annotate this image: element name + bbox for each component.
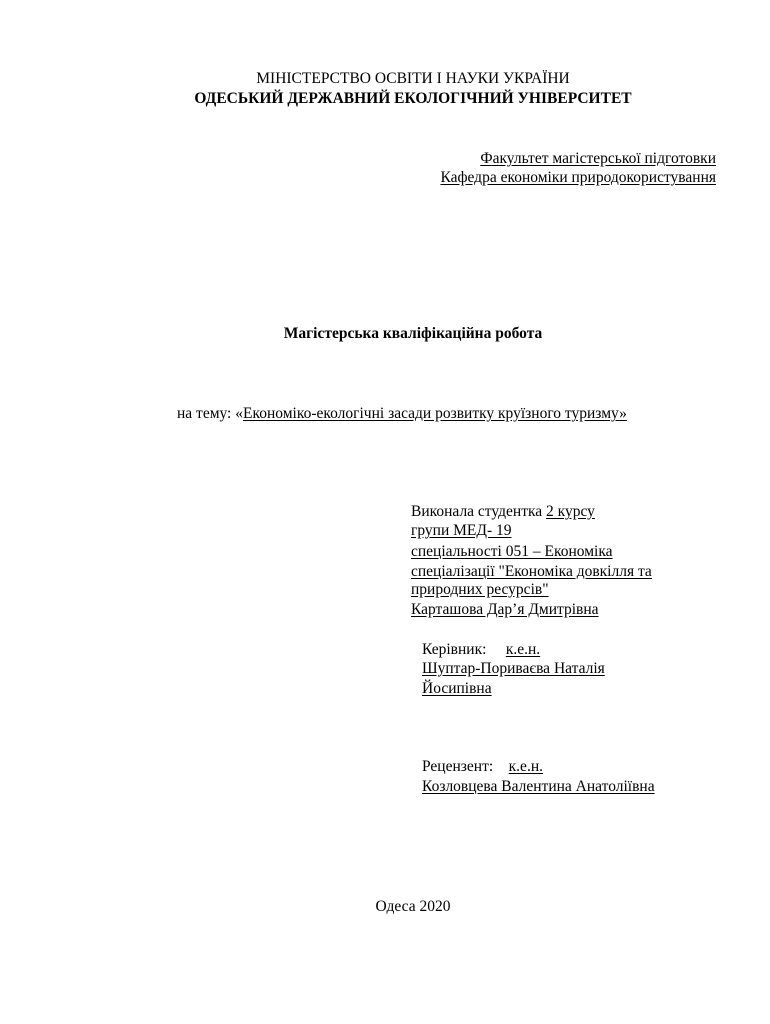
student-course: 2 курсу [546, 503, 595, 520]
faculty-name: Факультет магістерської підготовки [480, 150, 716, 167]
topic-suffix: » [619, 405, 627, 422]
student-course-line [411, 502, 595, 521]
reviewer-label: Рецензент: [422, 758, 509, 775]
university-heading: ОДЕСЬКИЙ ДЕРЖАВНИЙ ЕКОЛОГІЧНИЙ УНІВЕРСИТЕТ [194, 90, 632, 107]
reviewer-line [422, 757, 543, 776]
student-name: Карташова Дар’я Дмитрівна [411, 601, 599, 618]
supervisor-label: Керівник: [422, 641, 506, 658]
supervisor-line [422, 640, 540, 659]
reviewer-name: Козловцева Валентина Анатоліївна [422, 778, 655, 795]
topic-line [177, 404, 627, 423]
department-name: Кафедра економіки природокористування [440, 169, 716, 186]
city-year: Одеса 2020 [375, 898, 451, 915]
student-specialization-2: природних ресурсів" [411, 581, 549, 598]
student-label: Виконала студентка [411, 503, 547, 520]
topic-text: Економіко-екологічні засади розвитку круїзного туризму [243, 405, 620, 422]
student-group: групи МЕД- 19 [411, 522, 512, 539]
reviewer-degree: к.е.н. [508, 758, 543, 775]
supervisor-name-2: Йосипівна [422, 680, 492, 697]
supervisor-degree: к.е.н. [505, 641, 541, 658]
supervisor-name-1: Шуптар-Пориваєва Наталія [422, 660, 605, 677]
ministry-heading: МІНІСТЕРСТВО ОСВІТИ І НАУКИ УКРАЇНИ [256, 70, 570, 87]
student-specialization-1: спеціалізації "Економіка довкілля та [411, 563, 652, 580]
topic-prefix: на тему: « [177, 405, 243, 422]
work-title: Магістерська кваліфікаційна робота [283, 325, 543, 342]
student-specialty: спеціальності 051 – Економіка [411, 543, 613, 560]
